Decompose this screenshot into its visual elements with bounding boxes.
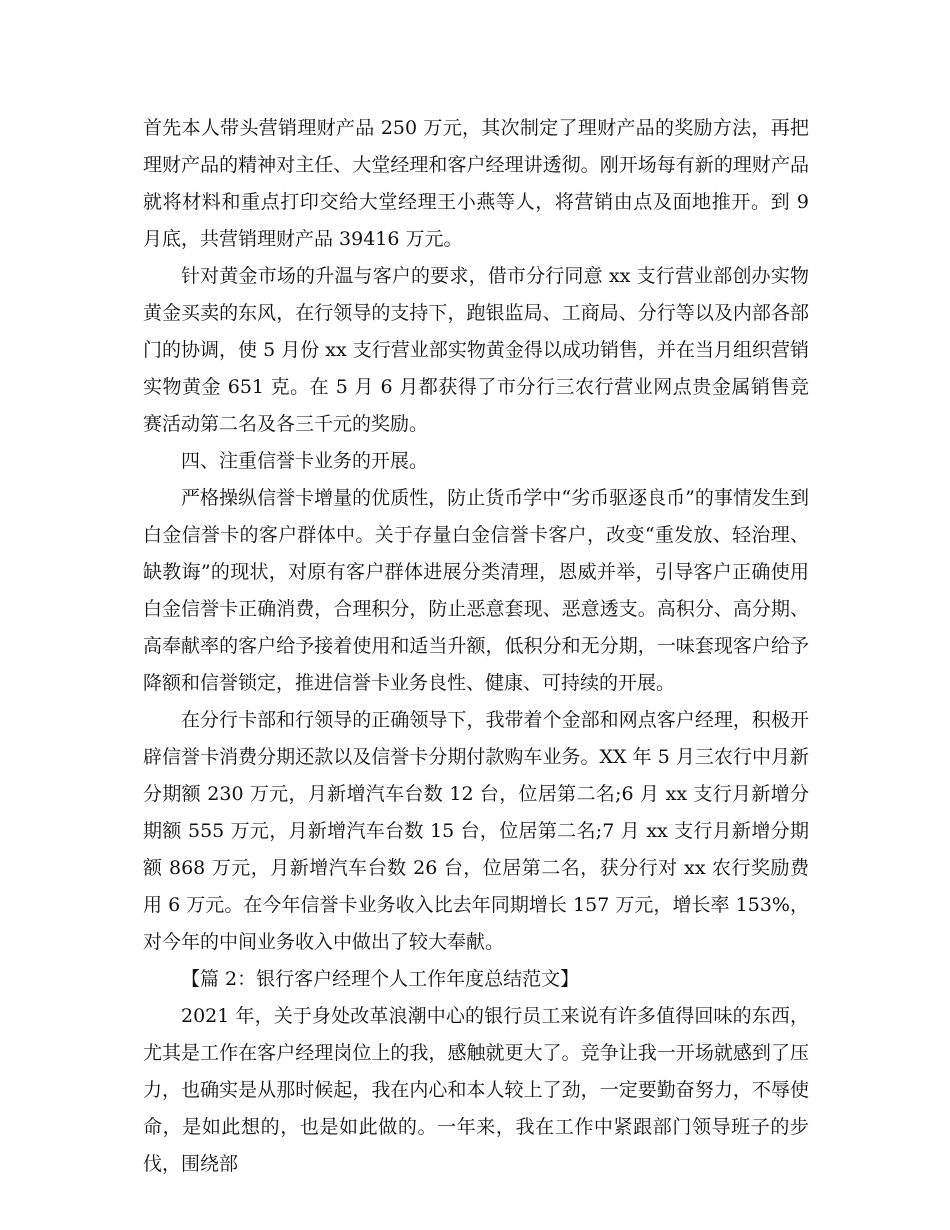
paragraph-2: 针对黄金市场的升温与客户的要求，借市分行同意 xx 支行营业部创办实物黄金买卖的东风，在行领导的支持下，跑银监局、工商局、分行等以及内部各部门的协调，使 5 月份 xx 支行营业部实物黄金得以成功销售，并在当月组织营销实物黄金 651 克。在 5 月 6 月都获得了市分行三农行营业网点贵金属销售竞赛活动第二名及各三千元的奖励。 xyxy=(143,265,809,435)
paragraph-4: 在分行卡部和行领导的正确领导下，我带着个金部和网点客户经理，积极开辟信誉卡消费分期还款以及信誉卡分期付款购车业务。XX 年 5 月三农行中月新分期额 230 万元，月新增汽车台数 12 台，位居第二名;6 月 xx 支行月新增分期额 555 万元，月新增汽车台数 15 台，位居第二名;7 月 xx 支行月新增分期额 868 万元，月新增汽车台数 26 台，位居第二名，获分行对 xx 农行奖励费用 6 万元。在今年信誉卡业务收入比去年同期增长 157 万元，增长率 153%，对今年的中间业务收入中做出了较大奉献。 xyxy=(143,709,809,953)
paragraph-3: 严格操纵信誉卡增量的优质性，防止货币学中“劣币驱逐良币”的事情发生到白金信誉卡的客户群体中。关于存量白金信誉卡客户，改变“重发放、轻治理、缺教诲”的现状，对原有客户群体进展分类清理，恩威并举，引导客户正确使用白金信誉卡正确消费，合理积分，防止恶意套现、恶意透支。高积分、高分期、高奉献率的客户给予接着使用和适当升额，低积分和无分期，一味套现客户给予降额和信誉锁定，推进信誉卡业务良性、健康、可持续的开展。 xyxy=(143,487,809,694)
paragraph-5: 2021 年，关于身处改革浪潮中心的银行员工来说有许多值得回味的东西，尤其是工作在客户经理岗位上的我，感触就更大了。竞争让我一开场就感到了压力，也确实是从那时候起，我在内心和本人较上了劲，一定要勤奋努力，不辱使命，是如此想的，也是如此做的。一年来，我在工作中紧跟部门领导班子的步伐，围绕部 xyxy=(143,1005,809,1175)
article-heading-2: 【篇 2：银行客户经理个人工作年度总结范文】 xyxy=(181,968,580,990)
document-body xyxy=(143,110,809,1183)
section-heading-4: 四、注重信誉卡业务的开展。 xyxy=(181,450,429,472)
paragraph-1: 首先本人带头营销理财产品 250 万元，其次制定了理财产品的奖励方法，再把理财产品的精神对主任、大堂经理和客户经理讲透彻。刚开场每有新的理财产品就将材料和重点打印交给大堂经理王小燕等人，将营销由点及面地推开。到 9 月底，共营销理财产品 39416 万元。 xyxy=(143,117,809,250)
